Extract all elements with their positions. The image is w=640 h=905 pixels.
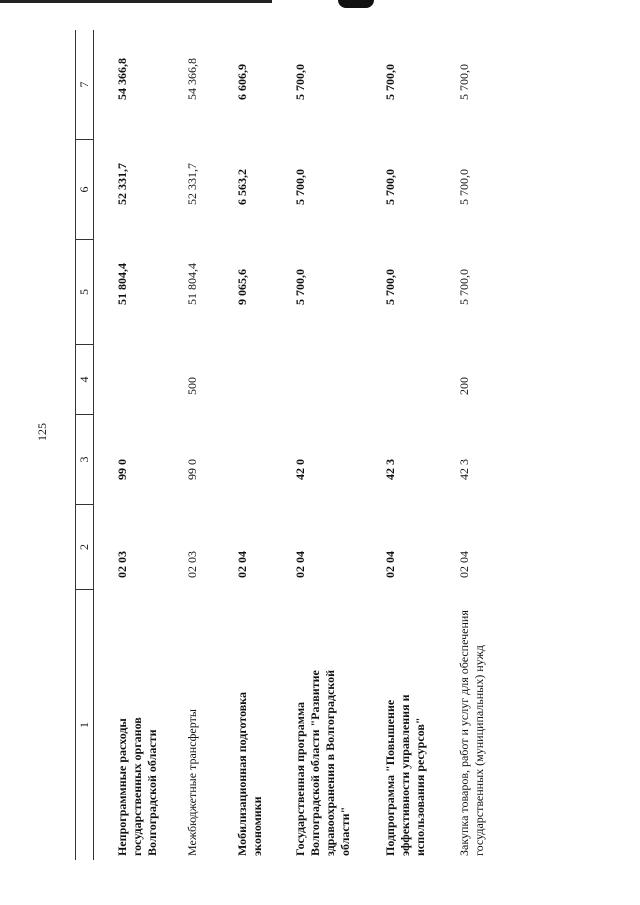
row-1-c4: 500 [185,377,199,395]
row-4-c3: 42 3 [383,459,397,480]
row-3-name: Государственная программа Волгоградской области "Развитие здравоохранения в Волгоградской области" [293,669,352,856]
row-1-c3: 99 0 [185,459,199,480]
row-5-c7: 5 700,0 [457,64,471,100]
row-1-c6: 52 331,7 [185,163,199,205]
row-0-c5: 51 804,4 [115,263,129,305]
header-bottom-border [93,30,94,860]
row-0-c3: 99 0 [115,459,129,480]
row-0-c7: 54 366,8 [115,58,129,100]
top-rule [0,0,272,3]
row-1-c7: 54 366,8 [185,58,199,100]
row-5-c6: 5 700,0 [457,169,471,205]
col-header-1: 1 [77,722,91,728]
scan-mark [338,0,374,8]
row-3-c2: 02 04 [293,551,307,578]
col-header-5: 5 [75,240,93,345]
row-3-c3: 42 0 [293,459,307,480]
row-5-name: Закупка товаров, работ и услуг для обеспечения государственных (муниципальных) нужд [457,610,486,856]
col-header-2: 2 [75,505,93,590]
row-0-c2: 02 03 [115,551,129,578]
row-4-c7: 5 700,0 [383,64,397,100]
row-1-c5: 51 804,4 [185,263,199,305]
col-header-7: 7 [75,30,93,140]
row-2-name: Мобилизационная подготовка экономики [235,692,264,856]
col-header-3: 3 [75,415,93,505]
row-3-c5: 5 700,0 [293,269,307,305]
row-0-name: Непрограммные расходы государственных органов Волгоградской области [115,717,159,856]
row-4-name: Подпрограмма "Повышение эффективности управления и использования ресурсов" [383,694,427,856]
row-0-c6: 52 331,7 [115,163,129,205]
row-1-c2: 02 03 [185,551,199,578]
row-5-c4: 200 [457,377,471,395]
col-header-6: 6 [75,140,93,240]
row-1-name: Межбюджетные трансферты [185,709,199,856]
row-4-c2: 02 04 [383,551,397,578]
row-2-c7: 6 606,9 [235,64,249,100]
budget-table [75,30,485,860]
col-header-4: 4 [75,345,93,415]
row-5-c2: 02 04 [457,551,471,578]
row-3-c6: 5 700,0 [293,169,307,205]
row-4-c6: 5 700,0 [383,169,397,205]
row-4-c5: 5 700,0 [383,269,397,305]
page-number: 125 [35,423,49,441]
row-2-c5: 9 065,6 [235,269,249,305]
row-2-c6: 6 563,2 [235,169,249,205]
row-3-c7: 5 700,0 [293,64,307,100]
row-5-c5: 5 700,0 [457,269,471,305]
row-2-c2: 02 04 [235,551,249,578]
row-5-c3: 42 3 [457,459,471,480]
